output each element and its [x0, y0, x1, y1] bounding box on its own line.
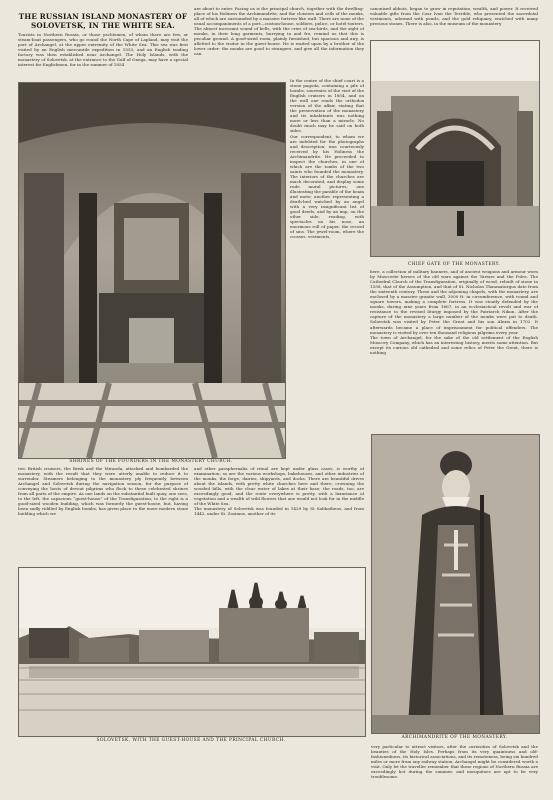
article-title: THE RUSSIAN ISLAND MONASTERY OF SOLOVETSK, IN THE WHITE SEA. — [18, 12, 188, 30]
caption-archimandrite: ARCHIMANDRITE OF THE MONASTERY. — [401, 735, 508, 740]
column-2-top-text: are about to enter. Facing us is the principal church, together with the dwelling-place of his Holiness the Archimandrite, and the cloisters and cells of the monks, all of which are surrounded by a massive fortress-like wall. There are none of the usual accompaniments of a port—custom-house, soldiers, police, or hotel-touters. The almost incessant sound of bells, with the cries of sea-birds, and the sight of monks, in their long garments, hurrying to and fro, remind us that this is peculiar ground. A good-sized room, plainly furnished, but spacious and airy, is allotted to the visitor in the guest-house. He is waited upon by a brother of the lower order: the monks are good to strangers, and give all the information they can. — [194, 6, 364, 57]
archimandrite-portrait — [371, 434, 540, 734]
solovetsk-panorama-engraving — [18, 567, 366, 737]
column-2-narrow-text: In the centre of the chief court is a stone pagoda, containing a pile of bombs, souvenirs of the visit of the English cruisers in 1854, and on the wall one reads the orthodox version of the affair, stating that the preservation of the monastery and its inhabitants was nothing more or less than a miracle. No doubt much may be said on both sides. Our correspondent, to whom we are indebted for the photographs and description, was courteously received by his Holiness the Archimandrite. He proceeded to inspect the churches, in one of which are the tombs of the two saints who founded the monastery. The interiors of the churches are much decorated, and display some rude mural pictures; one illustrating the parable of the beam and mote; another representing a death-bed watched by an angel with a very insignificant list of good deeds, and by an imp, on the other side, reading, with spectacles on his nose, an enormous roll of paper, the record of sins. The jewel-room, where the crosses, vestments, — [290, 78, 364, 240]
column-3-bottom-text: very particular to attract visitors, after the curiosities of Solovetsk and the beauties of the Holy Isles. Perhaps from its very quaintness and old-fashionedness, its historical associations, and its remoteness, being six hundred miles or more from any railway station, Archangel might be considered worth a visit. Only let the traveller remember that these regions of Northern Russia are exceedingly hot during the summer, and mosquitoes are apt to be very troublesome. — [371, 744, 538, 780]
caption-chief-gate: CHIEF GATE OF THE MONASTERY. — [407, 262, 501, 267]
caption-solovetsk: SOLOVETSK, WITH THE GUEST-HOUSE AND THE PRINCIPAL CHURCH. — [96, 738, 286, 743]
column-1-top-text: Tourists in Northern Russia, or those yachtsmen, of whom there are few, or steam-boat passengers, who go round the North Cape of Lapland, may visit the port of Archangel, at the upper extremity of the White Sea. This sea was first visited by an English mercantile expedition in 1553, and an English trading factory was then established near Archangel. The Holy Islands, with the monastery of Solovetsk, at the entrance to the Gulf of Onega, may have a special interest for Englishmen, for in the summer of 1854 — [18, 32, 188, 68]
chief-gate-engraving — [370, 40, 540, 257]
column-3-top-text: canonised abbots, began to grow in reputation, wealth, and power. It received valuable gifts from the Czar Ivan the Terrible, who presented the sacerdotal vestments, adorned with pearls, and the gold reliquary, enriched with many precious stones. There is also, in the museum of the monastery — [370, 6, 538, 27]
column-2-middle-text: and other paraphernalia of ritual are kept under glass cases, is worthy of examination; so are the various workshops, bakehouses, and other industries of the monks, the forge, dairies, shipyards, and docks. There are beautiful drives about the islands, with pretty white churches here and there, crowning the wooded hills, with the clear water of lakes at their base; the roads, too, are exceedingly good, and the route everywhere is pretty, with a luxuriance of vegetation and a wealth of wild flowers that one would not look for in the middle of the White Sea. The monastery of Solovetsk was founded in 1429 by St Sabbatheus, and from 1442, under St. Zosimus, another of its — [194, 466, 364, 517]
caption-shrines: SHRINES OF THE FOUNDERS IN THE MONASTERY CHURCH. — [69, 459, 233, 464]
column-3-middle-text: here, a collection of military banners, and of ancient weapons and armour worn by Muscovite heroes of the old wars against the Tartars and the Poles. The Cathedral Church of the Transfiguration, originally of wood, rebuilt of stone in 1558, that of the Assumption, and that of St. Nicholas Thaumaturgus date from the sixteenth century. These and the adjoining chapels, with the monastery, are enclosed by a massive granite wall, 3000 ft. in circumference, with round and square towers, making a complete fortress. It was stoutly defended by the monks, during nine years from 1667, in an ecclesiastical revolt and war of resistance to the revised liturgy imposed by the Patriarch Nikon. After the capture of the monastery a large number of the monks were put to death. Solovetsk was visited by Peter the Great and his son Alexis in 1702. It afterwards became a place of imprisonment for political offenders. The monastery is visited by over ten thousand religious pilgrims every year. The town of Archangel, for the sake of the old settlement of the English Muscovy Company, which has an interesting history, merits some attention. But except its curious old cathedral and some relics of Peter the Great, there is nothing — [370, 269, 538, 355]
shrines-interior-engraving — [18, 82, 286, 459]
column-1-middle-text: two British cruisers, the Brisk and the Miranda, attacked and bombarded the monastery, with the result that they were utterly unable to reduce it to surrender. Steamers belonging to the monastery ply frequently between Archangel and Solovetsk during the navigation season, for the purpose of conveying the hosts of devout pilgrims who flock to these celebrated shrines from all parts of the empire. As one lands on the substantial built quay, one sees, to the left, the capacious “guest-house” of the Transfiguration; to the right is a good-sized wooden building, which was formerly the guest-house, but, having been sadly riddled by English bombs, has given place to the more modern stone building which we — [18, 466, 188, 517]
